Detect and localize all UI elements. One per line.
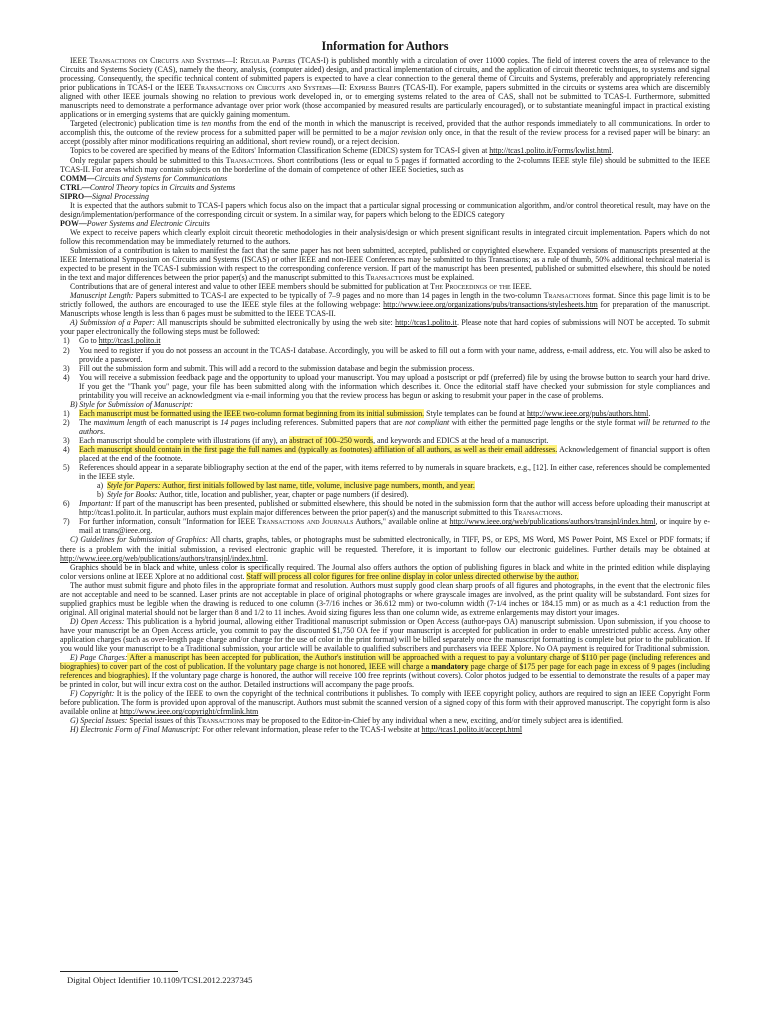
footnote-rule — [60, 971, 178, 972]
section-a-submission: A) Submission of a Paper: All manuscripts should be submitted electronically by using the web site: http://tcas1.polito.it. Please note that hard copies of submissions will NOT be accepted. To submit your paper electronically the following steps must be followed: — [60, 318, 710, 337]
list-item: 5) References should appear in a separate bibliography section at the end of the paper, with items referred to by numerals in square brackets, e.g., [12]. In either case, references should be complemented in the IEEE style. a) Style for Papers: Author, first initials followed by last name, title, volume, inclusive page numbers, month, and year. b) Style for Books: Author, title, location and publisher, year, chapter or page numbers (if desired). — [63, 463, 710, 500]
section-f-copyright: F) Copyright: It is the policy of the IEEE to own the copyright of the technical contributions it publishes. To comply with IEEE copyright policy, authors are required to sign an IEEE Copyright Form before publication. The form is provided upon approval of the manuscript. Authors must submit the scanned version of a signed copy of this form with their approved manuscript. The copyright form is also available online at http://www.ieee.org/copyright/cfrmlink.htm — [60, 689, 710, 717]
document-body — [60, 56, 710, 735]
list-item: 6) Important: If part of the manuscript has been presented, published or submitted elsewhere, this should be noted in the submission form that the author will access before uploading their manuscript at http://tcas1.polito.it. In particular, authors must explain major differences between the prior paper(s) and the manuscript submitted to this Transactions. — [63, 499, 710, 518]
paragraph-submission-policy: Submission of a contribution is taken to manifest the fact that the same paper has not been submitted, accepted, published or copyrighted elsewhere. Expanded versions of manuscripts presented at the IEEE International Symposium on Circuits and Systems (ISCAS) or other IEEE and non-IEEE Conferences may be submitted to this Transactions; as a rule of thumb, 50% additional technical material is expected to be present in the TCAS-I submission with respect to the corresponding conference version. If part of the manuscript has been presented, published or submitted elsewhere, this should be noted in the text and major differences between the prior paper(s) and the manuscript submitted to this Transactions must be explained. — [60, 245, 710, 283]
edics-pow: POW—Power Systems and Electronic Circuits — [60, 218, 210, 228]
section-d-open-access: D) Open Access: This publication is a hybrid journal, allowing either Traditional manuscript submission or Open Access (author-pays OA) manuscript submission. Upon submission, if you choose to have your manuscript be an Open Access article, you commit to pay the discounted $1,750 OA fee if your manuscript is accepted for publication in order to enable unrestricted public access. Any other application charges (such as over-length page charge and/or charge for the use of color in the print format) will be billed separately once the manuscript formatting is complete but prior to the publication. If you would like your manuscript to be a Traditional submission, your article will be available to qualified subscribers and purchasers via IEEE Xplore. No OA payment is required for Traditional submission. — [60, 616, 710, 654]
section-c-graphics: C) Guidelines for Submission of Graphics: All charts, graphs, tables, or photographs must be submitted electronically, in TIFF, PS, or EPS, MS Word, MS Power Point, MS Excel or PDF formats; if there is a problem with the initial submission, a revised electronic graphic will be requested. Therefore, it is important to follow our electronic guidelines. Further details may be obtained at http://www.ieee.org/web/publications/authors/transjnl/index.html. — [60, 535, 710, 563]
paragraph-color-graphics: Graphics should be in black and white, unless color is specifically required. The Journal also offers authors the option of publishing figures in black and white in the printed edition while displaying color versions online at IEEE Xplore at no additional cost. Staff will process all color figures for free online display in color unless directed otherwise by the author. — [60, 562, 710, 581]
edics-comm: COMM—Circuits and Systems for Communications — [60, 173, 228, 183]
list-item: 1) Go to http://tcas1.polito.it — [63, 336, 161, 346]
section-h-final-manuscript: H) Electronic Form of Final Manuscript: For other relevant information, please refer to the TCAS-I website at http://tcas1.polito.it/accept.html — [70, 725, 523, 735]
section-e-page-charges: E) Page Charges: After a manuscript has been accepted for publication, the Author's institution will be approached with a request to pay a voluntary charge of $110 per page (including references and biographies) to cover part of the cost of publication. If the voluntary page charge is not honored, IEEE will charge a mandatory page charge of $175 per page for each page in excess of 9 pages (including references and biographies). If the voluntary page charge is honored, the author will receive 100 free reprints (without covers). Color photos judged to be essential to demonstrate the results of a paper may be printed in color, but will incur extra cost on the author. Detailed instructions will accompany the page proofs. — [60, 653, 711, 690]
submission-steps — [60, 336, 710, 399]
paragraph-scope: IEEE Transactions on Circuits and Systems—I: Regular Papers (TCAS-I) is published monthly with a circulation of over 11000 copies. The field of interest covers the area of relevance to the Circuits and Systems Society (CAS), namely the theory, analysis, (computer aided) design, and practical implementation of circuits, and the application of circuit theoretic techniques, to systems and signal processing. Consequently, the specific technical content of submitted papers is expected to have a clear connection to the general theme of Circuits and Systems, preferably and appropriately referencing prior publications in TCAS-I or the IEEE Transactions on Circuits and Systems—II: Express Briefs (TCAS-II). For example, papers submitted in the circuits or systems area which are discernibly aligned with other IEEE journals showing no relation to previous work developed in, or to emerging systems related to the area of CAS, shall not be submitted to TCAS-I. Furthermore, submitted manuscripts need to demonstrate a performance advantage over prior work (those accompanied by measured results are particularly encouraged), or to substantiate meaningful impact in practical existing applications or in emerging systems that are quickly gaining momentum. — [60, 56, 710, 120]
paragraph-proceedings: Contributions that are of general interest and value to other IEEE members should be submitted for publication at The Proceedings of the IEEE. — [70, 282, 532, 292]
reference-style-sublist — [79, 481, 710, 499]
list-item: b) Style for Books: Author, title, location and publisher, year, chapter or page numbers (if desired). — [97, 490, 409, 500]
copyright-form-link[interactable]: http://www.ieee.org/copyright/cfrmlink.htm — [119, 707, 259, 717]
doi-footer: Digital Object Identifier 10.1109/TCSI.2012.2237345 — [67, 975, 253, 985]
list-item: 3) Fill out the submission form and submit. This will add a record to the submission database and begin the submission process. — [63, 363, 475, 373]
paragraph-regular-papers: Only regular papers should be submitted to this Transactions. Short contributions (less or equal to 5 pages if formatted according to the 2-columns IEEE style file) should be submitted to the IEEE TCAS-II. For areas which may contain subjects on the borderline of the domain of competence of other IEEE Societies, such as — [60, 155, 711, 174]
paragraph-figure-files: The author must submit figure and photo files in the appropriate format and resolution. Authors must supply good clean sharp proofs of all figures and photographs, in the event that the electronic files are not acceptable and need to be scanned. Laser prints are not acceptable in place of original photographs or where grayscale images are involved, as the print quality will be substandard. Font sizes for supplied graphics must be legible when the drawing is reduced to one column (3-7/16 inches or 36.612 mm) or two-column width (7-1/4 inches or 184.15 mm) or as much as a 4:1 reduction from the original. All original material should not be larger than 8 and 1/2 to 11 inches. Avoid sizing figures less than one column wide, as extreme enlargements may distort your images. — [60, 580, 710, 617]
list-item: 7) For further information, consult "Information for IEEE Transactions and Journals Authors," available online at http://www.ieee.org/web/publications/authors/transjnl/index.html, or inquire by e-mail at trans@ieee.org. — [63, 517, 710, 536]
transjnl-link[interactable]: http://www.ieee.org/web/publications/authors/transjnl/index.html — [449, 517, 656, 527]
list-item: a) Style for Papers: Author, first initials followed by last name, title, volume, inclusive page numbers, month, and year. — [97, 481, 475, 491]
tcas1-link[interactable]: http://tcas1.polito.it — [98, 336, 161, 346]
graphics-guidelines-link[interactable]: http://www.ieee.org/web/publications/authors/transjnl/index.html — [60, 553, 266, 563]
section-g-special-issues: G) Special Issues: Special issues of this Transactions may be proposed to the Editor-in-Chief by any individual when a new, exciting, and/or timely subject area is identified. — [70, 716, 624, 726]
paragraph-topics: Topics to be covered are specified by means of the Editors' Information Classification Scheme (EDICS) system for TCAS-I given at http://tcas1.polito.it/Forms/kwlist.html. — [70, 146, 614, 156]
list-item: 4) Each manuscript should contain in the first page the full names and (typically as footnotes) affiliation of all authors, as well as their email addresses. Acknowledgement of financial support is often placed at the end of the footnote. — [63, 445, 710, 464]
list-item: 1) Each manuscript must be formatted using the IEEE two-column format beginning from its initial submission. Style templates can be found at http://www.ieee.org/pubs/authors.html. — [63, 408, 651, 418]
section-b-style: B) Style for Submission of Manuscript: — [70, 399, 193, 409]
edics-ctrl: CTRL—Control Theory topics in Circuits and Systems — [60, 182, 236, 192]
style-list — [60, 409, 710, 536]
stylesheets-link[interactable]: http://www.ieee.org/organizations/pubs/transactions/stylesheets.htm — [383, 300, 598, 310]
paragraph-impact: It is expected that the authors submit to TCAS-I papers which focus also on the impact that a particular signal processing or communication algorithm, and/or control theoretical result, may have on the design/implementation/performance of the corresponding circuit or system. In a similar way, for papers which belong to the EDICS category — [60, 200, 710, 219]
accept-page-link[interactable]: http://tcas1.polito.it/accept.html — [421, 725, 523, 735]
list-item: 3) Each manuscript should be complete with illustrations (if any), an abstract of 100–250 words, and keywords and EDICS at the head of a manuscript. — [63, 435, 549, 445]
page-title: Information for Authors — [321, 39, 449, 53]
list-item: 2) You need to register if you do not possess an account in the TCAS-I database. Accordingly, you will be asked to fill out a form with your name, address, e-mail address, etc. You will also be asked to provide a password. — [63, 345, 710, 364]
paragraph-manuscript-length: Manuscript Length: Papers submitted to TCAS-I are expected to be typically of 7–9 pages and no more than 14 pages in length in the two-column Transactions format. Since this page limit is to be strictly followed, the authors are encouraged to use the IEEE style files at the following webpage: http://www.ieee.org/organizations/pubs/transactions/stylesheets.htm for preparation of the manuscript. Manuscripts whose length is less than 6 pages must be submitted to the IEEE TCAS-II. — [60, 291, 710, 319]
paragraph-publication-time: Targeted (electronic) publication time is ten months from the end of the month in which the manuscript is received, provided that the author responds immediately to all communications. In order to accomplish this, the outcome of the review process for a submitted paper will be permitted to be a major revision only once, in that the result of the review process for a revised paper will be binary: an accept (possibly after minor modifications requiring an additional, short review round), or a reject decision. — [60, 119, 711, 147]
edics-link[interactable]: http://tcas1.polito.it/Forms/kwlist.html — [489, 146, 612, 156]
ieee-authors-link[interactable]: http://www.ieee.org/pubs/authors.html — [526, 408, 649, 418]
list-item: 2) The maximum length of each manuscript is 14 pages including references. Submitted papers that are not compliant with either the permitted page lengths or the style format will be returned to the authors. — [63, 417, 711, 436]
submission-site-link[interactable]: http://tcas1.polito.it — [395, 318, 457, 328]
list-item: 4) You will receive a submission feedback page and the opportunity to upload your manuscript. You may upload a postscript or pdf (preferred) file by using the browse button to search your hard drive. If you get the "Thank you" page, your file has been submitted along with the information which describes it. Once the editorial staff have checked your submission for style compliances and printability you will receive an acknowledgment via e-mail informing you that the review process has begun or asking to resubmit your paper in the case of problems. — [63, 372, 710, 400]
paragraph-expectations: We expect to receive papers which clearly exploit circuit theoretic methodologies in their analysis/design or which present significant results in integrated circuit implementation. Papers which do not follow this recommendation may be immediately returned to the authors. — [60, 227, 710, 246]
edics-sipro: SIPRO—Signal Processing — [60, 191, 149, 201]
